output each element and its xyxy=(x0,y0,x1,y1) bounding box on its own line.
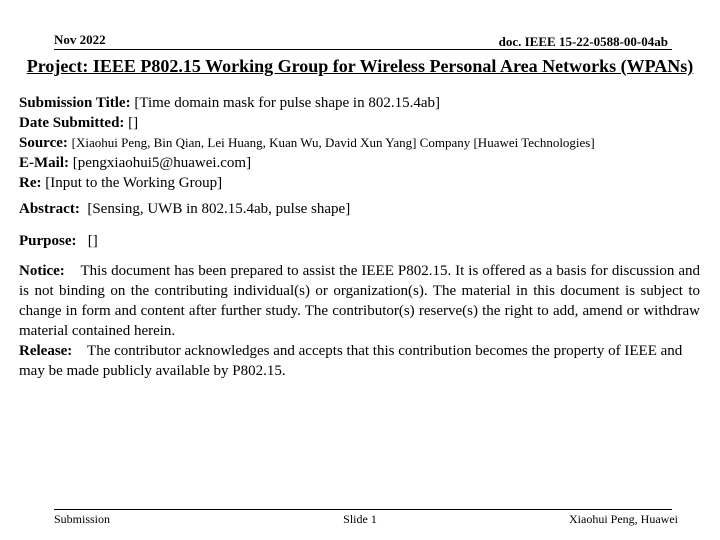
release-paragraph xyxy=(19,341,700,381)
email-label: E-Mail: xyxy=(19,155,69,171)
notice-label: Notice: xyxy=(19,263,65,279)
abstract-label: Abstract: xyxy=(19,201,80,217)
header-date: Nov 2022 xyxy=(54,32,106,47)
purpose-label: Purpose: xyxy=(19,233,77,249)
email-row xyxy=(19,153,700,173)
header-rule xyxy=(54,49,672,50)
abstract-value: [Sensing, UWB in 802.15.4ab, pulse shape] xyxy=(87,201,351,217)
source-row xyxy=(19,133,700,153)
submission-title-label: Submission Title: xyxy=(19,95,131,111)
footer-submission: Submission xyxy=(54,512,111,526)
submission-title-value: [Time domain mask for pulse shape in 802.15.4ab] xyxy=(134,95,440,111)
date-submitted-row xyxy=(19,113,700,133)
submission-title-row xyxy=(19,93,700,113)
re-label: Re: xyxy=(19,175,42,191)
purpose-row xyxy=(19,231,700,251)
document-body xyxy=(19,93,700,381)
date-submitted-label: Date Submitted: xyxy=(19,115,125,131)
re-value: [Input to the Working Group] xyxy=(45,175,223,191)
page-title: Project: IEEE P802.15 Working Group for Wireless Personal Area Networks (WPANs) xyxy=(26,56,694,76)
footer-slide-number: Slide 1 xyxy=(343,512,377,526)
email-value: [pengxiaohui5@huawei.com] xyxy=(72,155,252,171)
footer-author: Xiaohui Peng, Huawei xyxy=(569,512,678,526)
source-label: Source: xyxy=(19,135,68,151)
footer-rule xyxy=(54,509,672,510)
abstract-row xyxy=(19,199,700,219)
source-value: [Xiaohui Peng, Bin Qian, Lei Huang, Kuan Wu, David Xun Yang] Company [Huawei Technologies] xyxy=(71,135,595,150)
notice-value: This document has been prepared to assist the IEEE P802.15. It is offered as a basis for discussion and is not binding on the contributing individual(s) or organization(s). The material in this document is subject to change in form and content after further study. The contributor(s) reserve(s) the right to add, amend or withdraw material contained herein. xyxy=(19,263,701,339)
notice-paragraph xyxy=(19,261,700,341)
release-value: The contributor acknowledges and accepts that this contribution becomes the property of IEEE and may be made publicly available by P802.15. xyxy=(19,343,683,379)
date-submitted-value: [] xyxy=(128,115,139,131)
header-doc-id: doc. IEEE 15-22-0588-00-04ab xyxy=(498,34,668,49)
release-label: Release: xyxy=(19,343,73,359)
purpose-value: [] xyxy=(87,233,98,249)
re-row xyxy=(19,173,700,193)
